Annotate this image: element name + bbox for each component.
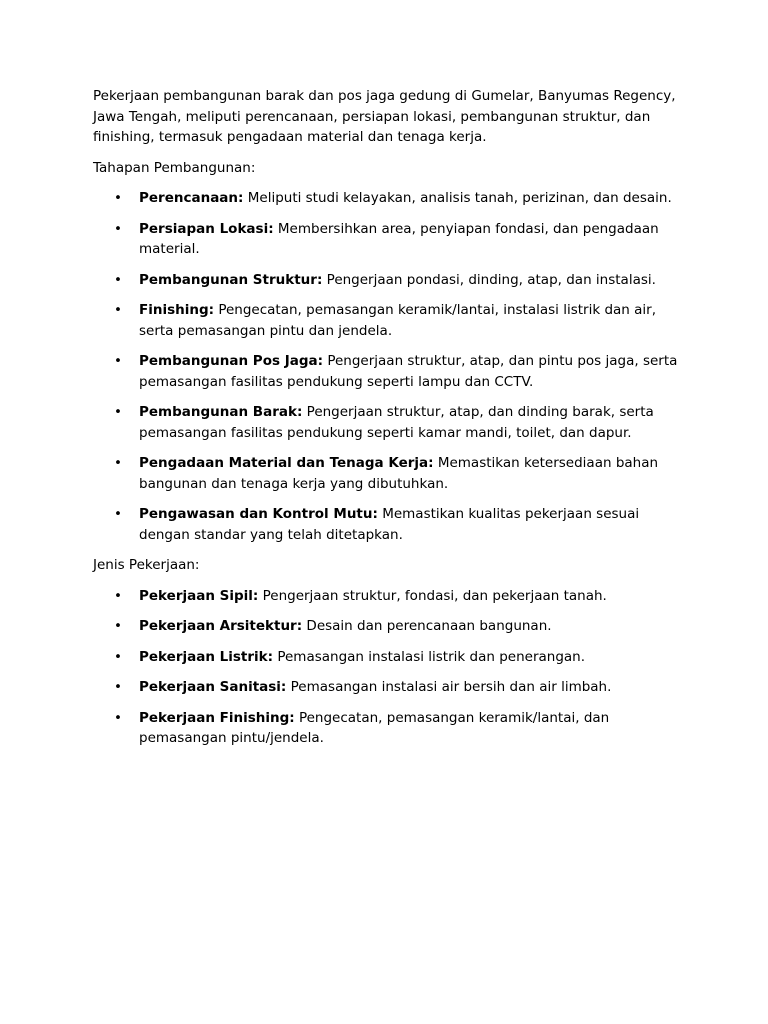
- item-term: Pekerjaan Sanitasi:: [139, 679, 287, 695]
- bullet-icon: •: [114, 404, 122, 420]
- bullet-icon: •: [114, 220, 122, 237]
- item-text: Pengerjaan struktur, fondasi, dan pekerjaan tanah.: [262, 587, 607, 604]
- item-term: Pembangunan Struktur:: [139, 271, 323, 288]
- item-term: Pengawasan dan Kontrol Mutu:: [139, 506, 378, 522]
- list-item: [93, 219, 683, 260]
- item-text: Pengerjaan struktur, atap, dan pintu pos jaga, serta pemasangan fasilitas pendukung seperti lampu dan CCTV.: [139, 353, 678, 390]
- item-text: Pengerjaan pondasi, dinding, atap, dan instalasi.: [326, 271, 656, 288]
- item-text: Desain dan perencanaan bangunan.: [306, 618, 552, 634]
- bullet-icon: •: [114, 618, 122, 634]
- item-term: Pengadaan Material dan Tenaga Kerja:: [139, 455, 434, 471]
- list-item: [93, 188, 683, 209]
- bullet-icon: •: [114, 506, 122, 522]
- stages-list: [93, 188, 683, 545]
- bullet-icon: •: [114, 302, 122, 318]
- bullet-icon: •: [114, 190, 122, 206]
- item-text: Pengecatan, pemasangan keramik/lantai, dan pemasangan pintu/jendela.: [139, 709, 610, 746]
- item-term: Pekerjaan Listrik:: [139, 648, 274, 665]
- item-text: Pengerjaan struktur, atap, dan dinding barak, serta pemasangan fasilitas pendukung seperti kamar mandi, toilet, dan dapur.: [139, 404, 654, 441]
- bullet-icon: •: [114, 709, 122, 726]
- list-item: [93, 300, 683, 341]
- list-item: [93, 270, 683, 291]
- list-item: [93, 504, 683, 545]
- list-item: [93, 616, 683, 637]
- bullet-icon: •: [114, 455, 122, 471]
- work-types-list: [93, 586, 683, 749]
- item-text: Meliputi studi kelayakan, analisis tanah, perizinan, dan desain.: [247, 190, 672, 206]
- bullet-icon: •: [114, 353, 122, 369]
- item-text: Memastikan kualitas pekerjaan sesuai dengan standar yang telah ditetapkan.: [139, 506, 640, 543]
- item-term: Pembangunan Barak:: [139, 404, 303, 420]
- item-text: Pemasangan instalasi air bersih dan air limbah.: [290, 679, 612, 695]
- bullet-icon: •: [114, 271, 122, 288]
- item-text: Memastikan ketersediaan bahan bangunan dan tenaga kerja yang dibutuhkan.: [139, 455, 659, 492]
- list-item: [93, 647, 683, 668]
- bullet-icon: •: [114, 679, 122, 695]
- bullet-icon: •: [114, 587, 122, 604]
- document-body: [93, 86, 683, 759]
- item-text: Pemasangan instalasi listrik dan penerangan.: [277, 648, 586, 665]
- item-text: Pengecatan, pemasangan keramik/lantai, instalasi listrik dan air, serta pemasangan pintu dan jendela.: [139, 302, 656, 339]
- stages-heading: Tahapan Pembangunan:: [93, 159, 256, 176]
- item-term: Finishing:: [139, 302, 215, 318]
- item-term: Perencanaan:: [139, 190, 244, 206]
- list-item: [93, 708, 683, 749]
- intro-paragraph: Pekerjaan pembangunan barak dan pos jaga gedung di Gumelar, Banyumas Regency, Jawa Tengah, meliputi perencanaan, persiapan lokasi, pembangunan struktur, dan finishing, termasuk pengadaan material dan tenaga kerja.: [93, 88, 676, 145]
- item-term: Pembangunan Pos Jaga:: [139, 353, 324, 369]
- list-item: [93, 586, 683, 607]
- list-item: [93, 453, 683, 494]
- item-term: Persiapan Lokasi:: [139, 220, 274, 237]
- item-term: Pekerjaan Finishing:: [139, 709, 295, 726]
- work-types-heading: Jenis Pekerjaan:: [93, 557, 200, 573]
- list-item: [93, 402, 683, 443]
- item-term: Pekerjaan Arsitektur:: [139, 618, 303, 634]
- item-term: Pekerjaan Sipil:: [139, 587, 259, 604]
- bullet-icon: •: [114, 648, 122, 665]
- list-item: [93, 351, 683, 392]
- list-item: [93, 677, 683, 698]
- item-text: Membersihkan area, penyiapan fondasi, dan pengadaan material.: [139, 220, 659, 257]
